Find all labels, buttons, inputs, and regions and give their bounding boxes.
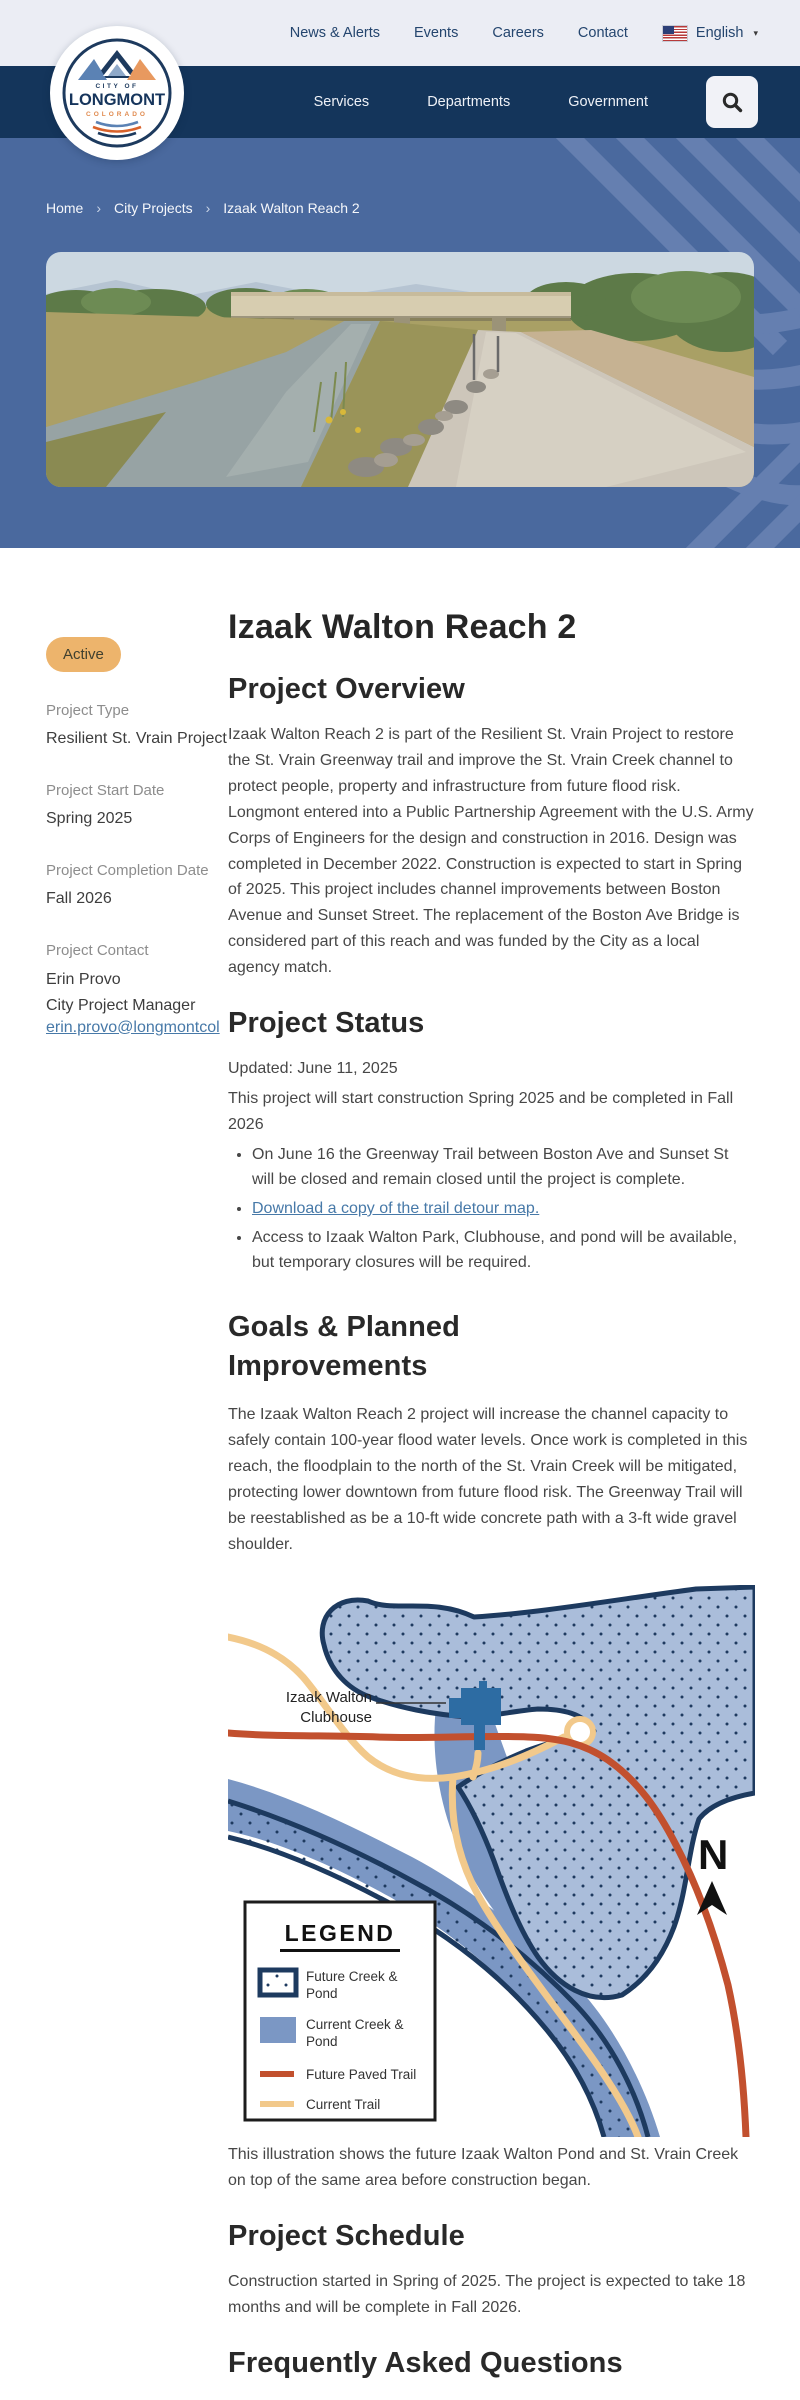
legend-title: LEGEND — [284, 1920, 396, 1947]
legend-label: Future Creek & — [306, 1969, 398, 1985]
schedule-heading: Project Schedule — [228, 2220, 465, 2253]
contact-title: City Project Manager — [46, 996, 196, 1014]
chevron-down-icon: ▾ — [753, 27, 758, 38]
nav-news-alerts[interactable]: News & Alerts — [289, 25, 380, 41]
breadcrumb-home[interactable]: Home — [46, 200, 84, 216]
legend-label: Current Trail — [306, 2097, 381, 2113]
search-icon — [720, 90, 744, 114]
status-bullet — [252, 1196, 755, 1222]
nav-departments[interactable]: Departments — [427, 94, 511, 110]
language-selector[interactable] — [662, 25, 758, 42]
logo-state: COLORADO — [86, 111, 148, 118]
legend-label: Pond — [306, 2034, 338, 2050]
breadcrumb-city-projects[interactable]: City Projects — [114, 200, 193, 216]
status-heading: Project Status — [228, 1007, 425, 1040]
nav-government[interactable]: Government — [568, 94, 648, 110]
nav-events[interactable]: Events — [414, 25, 459, 41]
nav-contact[interactable]: Contact — [577, 25, 628, 41]
contact-email-link[interactable]: erin.provo@longmontcol — [46, 1018, 220, 1036]
nav-services[interactable]: Services — [313, 94, 370, 110]
meta-label-start: Project Start Date — [46, 782, 165, 800]
main-column — [228, 604, 755, 2396]
breadcrumb-separator-icon: › — [205, 200, 211, 216]
meta-value-completion: Fall 2026 — [46, 890, 112, 908]
status-bullet: • On June 16 the Greenway Trail between Boston Ave and Sunset St will be closed and remain closed until the project is complete. — [252, 1142, 755, 1193]
schedule-body: Construction started in Spring of 2025. The project is expected to take 18 months and will be complete in Fall 2026. — [228, 2273, 746, 2317]
breadcrumb — [46, 200, 360, 216]
map-caption: This illustration shows the future Izaak Walton Pond and St. Vrain Creek on top of the same area before construction began. — [228, 2146, 739, 2190]
meta-value-start: Spring 2025 — [46, 810, 133, 828]
legend-swatch-future-creek — [260, 1970, 296, 1995]
content-area — [0, 548, 800, 2396]
legend-label: Current Creek & — [306, 2017, 404, 2033]
meta-label-contact: Project Contact — [46, 942, 149, 960]
meta-label-completion: Project Completion Date — [46, 862, 209, 880]
status-bullet-list — [228, 1142, 755, 1276]
project-map-illustration — [228, 1585, 755, 2142]
faq-heading: Frequently Asked Questions — [228, 2347, 623, 2380]
legend-label: Future Paved Trail — [306, 2067, 417, 2083]
page-banner — [0, 138, 800, 548]
search-button[interactable] — [706, 76, 758, 128]
detour-map-link[interactable]: Download a copy of the trail detour map. — [252, 1199, 540, 1217]
us-flag-icon — [662, 25, 688, 42]
map-legend — [245, 1902, 435, 2120]
status-bullet: • Access to Izaak Walton Park, Clubhouse, and pond will be available, but temporary closures will be required. — [252, 1225, 755, 1276]
overview-body: Izaak Walton Reach 2 is part of the Resilient St. Vrain Project to restore the St. Vrain Greenway trail and improve the St. Vrain Creek channel to protect people, property and infrastructure from future flood risk. Longmont entered into a Public Partnership Agreement with the U.S. Army Corps of Engineers for the design and construction in 2016. Design was completed in December 2022. Construction is expected to start in Spring of 2025. This project includes channel improvements between Boston Avenue and Sunset Street. The replacement of the Boston Ave Bridge is considered part of this reach and was funded by the City as a local agency match. — [228, 726, 754, 977]
status-intro: This project will start construction Spring 2025 and be completed in Fall 2026 — [228, 1089, 734, 1133]
nav-careers[interactable]: Careers — [492, 25, 544, 41]
page-title: Izaak Walton Reach 2 — [228, 608, 577, 646]
logo-name: LONGMONT — [68, 91, 166, 109]
goals-body: The Izaak Walton Reach 2 project will increase the channel capacity to safely contain 100-year flood water levels. Once work is completed in this reach, the floodplain to the north of the St. Vrain Creek will be mitigated, protecting lower downtown from future flood risk. The Greenway Trail will be reestablished as be a 10-ft wide concrete path with a 3-ft wide gravel shoulder. — [228, 1406, 748, 1553]
status-updated: Updated: June 11, 2025 — [228, 1060, 398, 1078]
city-logo[interactable] — [50, 26, 184, 160]
project-sidebar — [46, 604, 228, 2396]
meta-value-type: Resilient St. Vrain Project — [46, 730, 227, 748]
map-clubhouse-label-line2: Clubhouse — [300, 1709, 372, 1727]
goals-heading: Goals & Planned Improvements — [228, 1310, 460, 1382]
north-label: N — [698, 1831, 729, 1879]
language-label: English — [695, 25, 744, 41]
logo-city-of: CITY OF — [95, 83, 139, 90]
status-badge: Active — [46, 637, 121, 672]
breadcrumb-separator-icon: › — [96, 200, 102, 216]
breadcrumb-current: Izaak Walton Reach 2 — [223, 200, 360, 216]
hero-photo — [46, 252, 754, 487]
meta-label-type: Project Type — [46, 702, 130, 719]
legend-label: Pond — [306, 1986, 338, 2002]
map-clubhouse-label-line1: Izaak Walton — [285, 1689, 372, 1707]
contact-name: Erin Provo — [46, 971, 121, 989]
legend-swatch-current-creek — [260, 2017, 296, 2043]
overview-heading: Project Overview — [228, 673, 465, 705]
